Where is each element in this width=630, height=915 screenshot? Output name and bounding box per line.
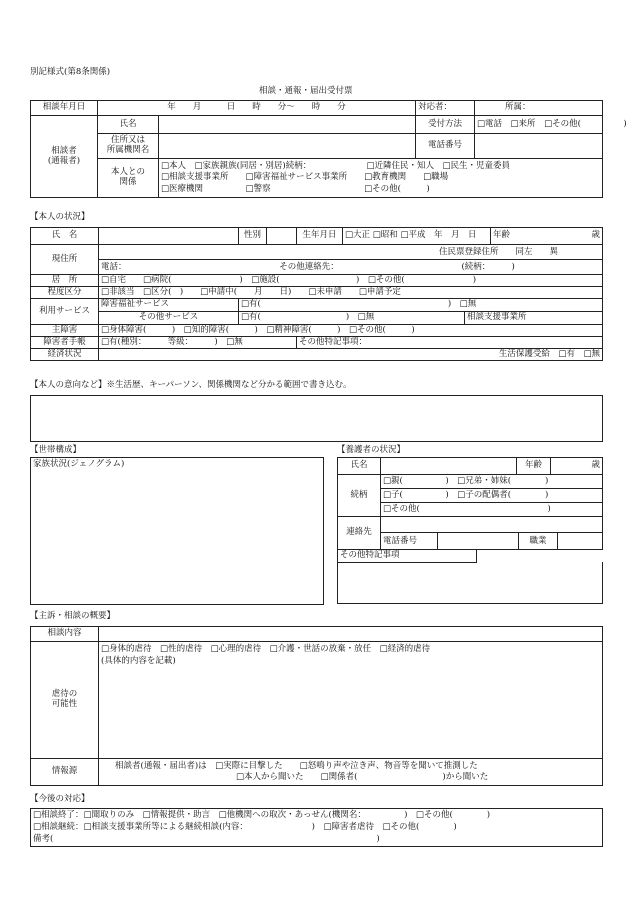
guardian-relation-label: 続柄 — [338, 475, 381, 517]
address-field[interactable]: 住民票登録住所 同左 異 電話： その他連絡先： (続柄： ) — [99, 245, 603, 275]
date-label: 相談年月日 — [31, 101, 98, 116]
reception-label: 受付方法 — [416, 116, 475, 134]
level-label: 程度区分 — [31, 287, 99, 299]
name-label: 氏名 — [98, 116, 159, 134]
welfare-label: 障害福祉サービス — [99, 299, 239, 312]
response-line-1[interactable]: □相談終了：□聞取りのみ □情報提供・助言 □他機関への取次・あっせん(機関名： ) □その他( ) — [33, 810, 491, 820]
response-section-title: 【今後の対応】 — [30, 794, 90, 804]
response-line-2[interactable]: □相談継続：□相談支援事業所等による継続相談(内容： ) □障害者虐待 □その他( ) — [33, 822, 457, 832]
source-label: 情報源 — [31, 759, 99, 786]
abuse-types[interactable]: □身体的虐待 □性的虐待 □心理的虐待 □介護・世話の放棄・放任 □経済的虐待 (具体的内容を記載) — [99, 642, 603, 759]
genogram-box[interactable] — [30, 457, 324, 605]
person-name-field[interactable] — [99, 228, 239, 245]
disability-label: 主障害 — [31, 325, 99, 337]
residence-label: 居 所 — [31, 275, 99, 287]
guardian-section-title: 【養護者の状況】 — [337, 445, 406, 455]
handbook-options[interactable]: □有(種別： 等級： ) □無 — [99, 337, 297, 349]
intent-box[interactable] — [30, 395, 603, 442]
office-label[interactable]: 所属： — [475, 101, 603, 116]
date-fields[interactable]: 年 月 日 時 分〜 時 分 — [98, 101, 416, 116]
sex-label: 性別 — [239, 228, 267, 245]
name-field[interactable] — [159, 116, 416, 134]
staff-label[interactable]: 対応者： — [416, 101, 475, 116]
dob-options[interactable]: □大正 □昭和 □平成 年 月 日 — [343, 228, 491, 245]
genogram-label: 家族状況(ジェノグラム) — [33, 459, 125, 469]
reception-options[interactable]: □電話 □来所 □その他( ) — [475, 116, 603, 134]
address-label: 住所又は 所属機関名 — [98, 134, 159, 159]
relation-label: 本人との 関係 — [98, 159, 159, 198]
person-table — [30, 227, 603, 361]
person-name-label: 氏 名 — [31, 228, 99, 245]
other-service-options[interactable]: □有( ) □無 — [239, 312, 465, 325]
content-label: 相談内容 — [31, 627, 99, 642]
support-office[interactable]: 相談支援事業所 — [465, 312, 603, 325]
economy-options[interactable]: 生活保護受給 □有 □無 — [99, 349, 603, 361]
abuse-possibility-label: 虐待の 可能性 — [31, 642, 99, 759]
response-notes[interactable]: 備考( ) — [33, 834, 380, 844]
other-notes[interactable]: その他特記事項： — [297, 337, 603, 349]
residence-options[interactable]: □自宅 □病院( ) □施設( ) □その他( ) — [99, 275, 603, 287]
source-options[interactable]: 相談者(通報・届出者)は □実際に目撃した □怒鳴り声や泣き声、物音等を聞いて推測した □本人から聞いた □関係者( )から聞いた — [99, 759, 603, 786]
overview-section-title: 【主訴・相談の概要】 — [30, 611, 116, 621]
form-title: 相談・通報・届出受付票 — [259, 86, 353, 96]
guardian-contact-label: 連絡先 — [338, 517, 381, 550]
guardian-contact-field[interactable]: 電話番号 職業 — [381, 517, 603, 550]
relation-options[interactable]: □本人 □家族親族(同居・別居)続柄： □近隣住民・知人 □民生・児童委員 □相談支援事業所 □障害福祉サービス事業所 □教育機関 □職場 □医療機関 □警察 □その他( ) — [159, 159, 603, 198]
guardian-age-label: 年齢 — [517, 458, 551, 475]
response-box[interactable] — [30, 808, 603, 847]
disability-options[interactable]: □身体障害( ) □知的障害( ) □精神障害( ) □その他( ) — [99, 325, 603, 337]
intent-section-title: 【本人の意向など】※生活歴、キーパーソン、関係機関など分かる範囲で書き込む。 — [30, 380, 352, 390]
address-label: 現住所 — [31, 245, 99, 275]
sex-field[interactable] — [267, 228, 297, 245]
household-section-title: 【世帯構成】 — [30, 445, 82, 455]
guardian-name-label: 氏名 — [338, 458, 381, 475]
guardian-other-notes-label: その他特記事項 — [338, 550, 477, 563]
age-field[interactable]: 年齢 歳 — [491, 228, 603, 245]
economy-label: 経済状況 — [31, 349, 99, 361]
address-field[interactable] — [159, 134, 416, 159]
guardian-notes-box[interactable] — [337, 562, 603, 604]
content-field[interactable] — [99, 627, 603, 642]
consultant-label: 相談者 (通報者) — [31, 116, 98, 198]
phone-label: 電話番号 — [416, 134, 475, 159]
welfare-options[interactable]: □有( ) □無 — [239, 299, 603, 312]
phone-field[interactable] — [475, 134, 603, 159]
dob-label: 生年月日 — [297, 228, 343, 245]
overview-table — [30, 626, 603, 786]
guardian-table — [337, 457, 603, 563]
guardian-age-field[interactable]: 歳 — [551, 458, 603, 475]
level-options[interactable]: □非該当 □区分( ) □申請中( 月 日) □未申請 □申請予定 — [99, 287, 603, 299]
guardian-name-field[interactable] — [381, 458, 517, 475]
other-service-label: その他サービス — [99, 312, 239, 325]
service-label: 利用サービス — [31, 299, 99, 325]
guardian-relation-options[interactable]: □親( ) □兄弟・姉妹( ) □子( ) □子の配偶者( ) □その他( ) — [381, 475, 603, 517]
handbook-label: 障害者手帳 — [31, 337, 99, 349]
person-section-title: 【本人の状況】 — [30, 212, 90, 222]
consultant-table — [30, 100, 627, 198]
form-label: 別記様式(第8条関係) — [30, 67, 111, 77]
